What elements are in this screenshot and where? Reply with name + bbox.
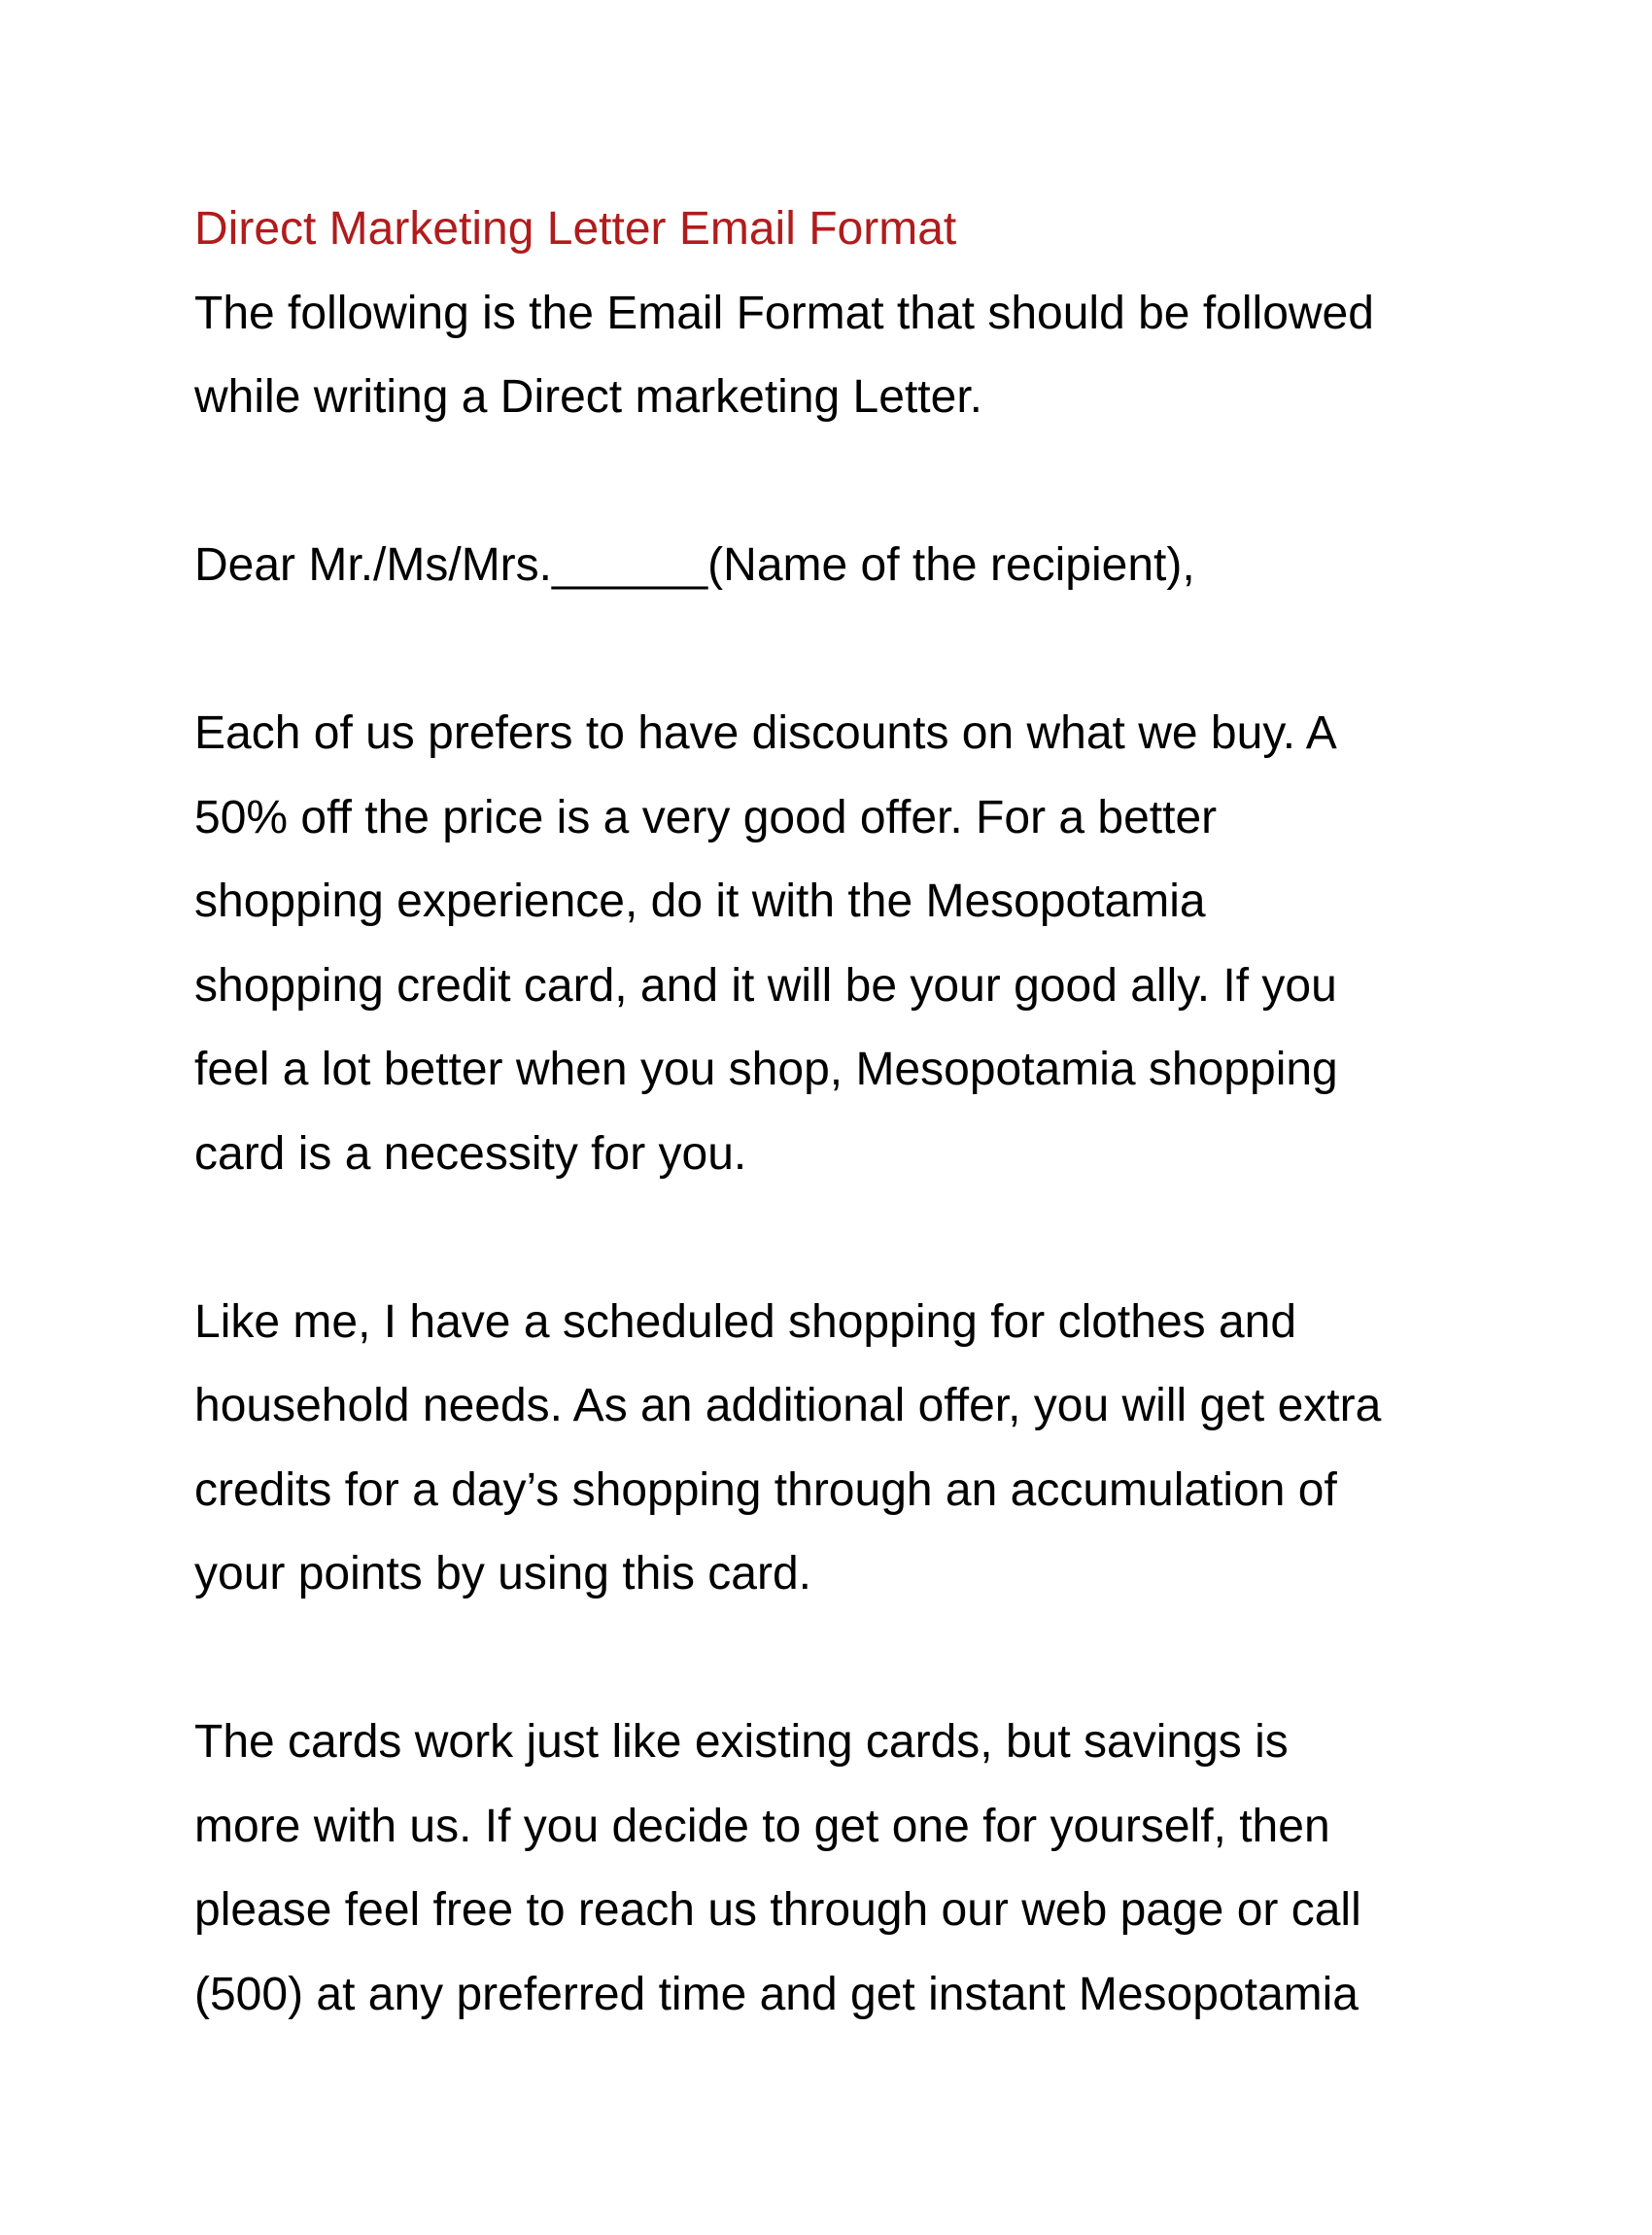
body-paragraph-1	[194, 692, 1477, 1196]
text-line: feel a lot better when you shop, Mesopotamia shopping	[194, 1044, 1338, 1095]
letter-body	[194, 188, 1477, 2037]
text-line: (500) at any preferred time and get instant Mesopotamia	[194, 1968, 1359, 2020]
text-line: please feel free to reach us through our web page or call	[194, 1884, 1361, 1936]
salutation: Dear Mr./Ms/Mrs.______(Name of the recipient),	[194, 539, 1195, 591]
text-line: Like me, I have a scheduled shopping for clothes and	[194, 1295, 1297, 1348]
text-line: more with us. If you decide to get one for yourself, then	[194, 1800, 1330, 1852]
document-title: Direct Marketing Letter Email Format	[194, 203, 957, 255]
text-line: credits for a day’s shopping through an accumulation of	[194, 1463, 1337, 1516]
text-line: 50% off the price is a very good offer. For a better	[194, 791, 1218, 843]
intro-paragraph	[194, 272, 1477, 440]
text-line: household needs. As an additional offer, you will get extra	[194, 1380, 1382, 1431]
text-line: shopping credit card, and it will be your good ally. If you	[194, 959, 1337, 1012]
text-line: The cards work just like existing cards, but savings is	[194, 1716, 1289, 1768]
text-line: while writing a Direct marketing Letter.	[194, 371, 982, 423]
body-paragraph-2	[194, 1281, 1477, 1617]
text-line: card is a necessity for you.	[194, 1127, 747, 1180]
text-line: shopping experience, do it with the Mesopotamia	[194, 876, 1206, 927]
text-line: Each of us prefers to have discounts on what we buy. A	[194, 707, 1337, 759]
text-line: The following is the Email Format that should be followed	[194, 287, 1374, 339]
text-line: your points by using this card.	[194, 1548, 811, 1599]
body-paragraph-3	[194, 1701, 1477, 2037]
